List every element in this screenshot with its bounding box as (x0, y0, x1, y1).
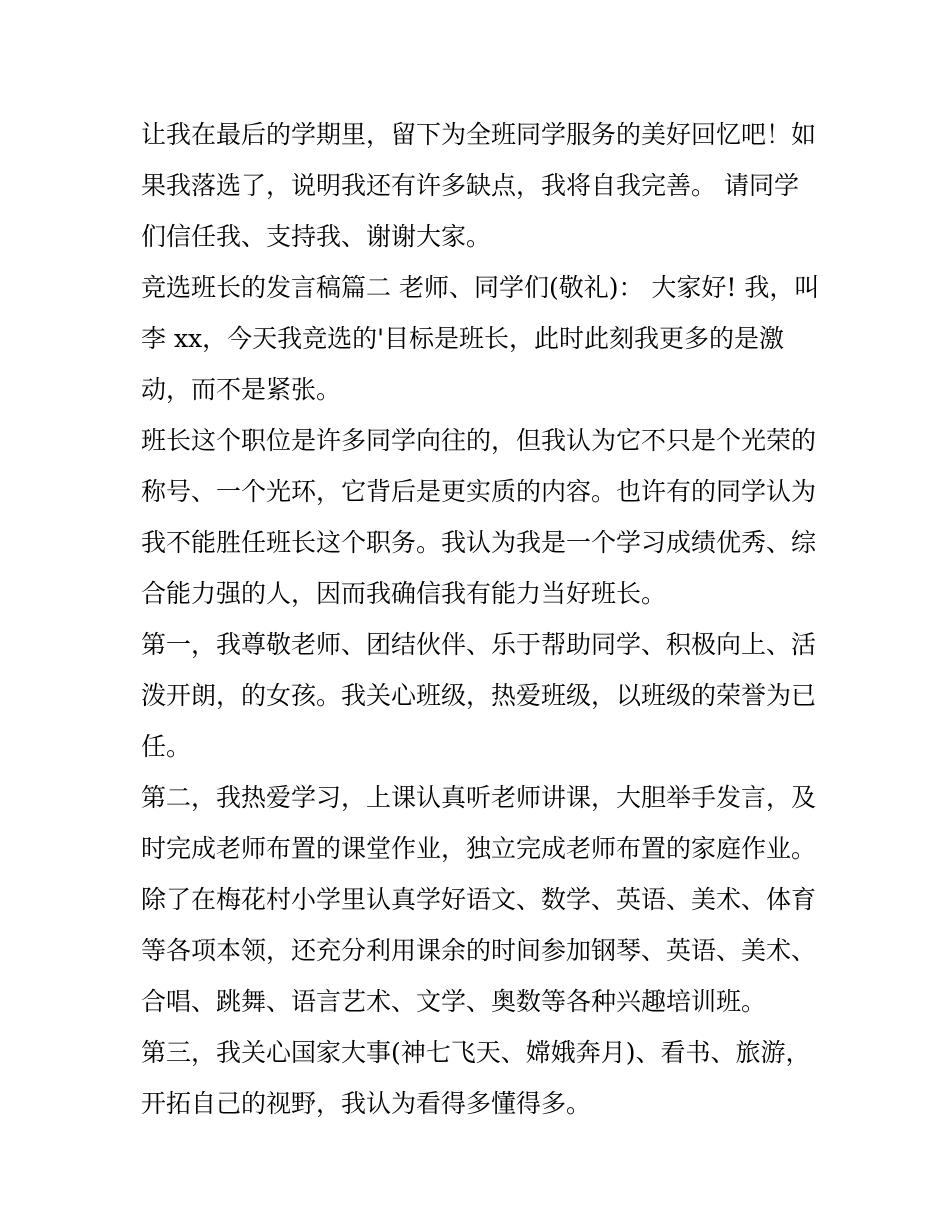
text-line: 任。 (141, 732, 192, 761)
text-line: 除了在梅花村小学里认真学好语文、数学、英语、美术、体育 (141, 885, 817, 914)
text-line: 果我落选了，说明我还有许多缺点，我将自我完善。 请同学 (141, 171, 799, 200)
text-line: 动，而不是紧张。 (141, 375, 342, 404)
text-line: 们信任我、支持我、谢谢大家。 (141, 222, 492, 251)
text-line: 第二，我热爱学习，上课认真听老师讲课，大胆举手发言，及 (141, 783, 817, 812)
text-line: 泼开朗，的女孩。我关心班级，热爱班级，以班级的荣誉为已 (141, 681, 817, 710)
text-line: 时完成老师布置的课堂作业，独立完成老师布置的家庭作业。 (141, 834, 817, 863)
text-line: 李 xx，今天我竞选的'目标是班长，此时此刻我更多的是激 (141, 324, 785, 353)
text-line: 我不能胜任班长这个职务。我认为我是一个学习成绩优秀、综 (141, 528, 817, 557)
text-line: 合唱、跳舞、语言艺术、文学、奥数等各种兴趣培训班。 (141, 987, 767, 1016)
text-line: 第一，我尊敬老师、团结伙伴、乐于帮助同学、积极向上、活 (141, 630, 817, 659)
text-line: 班长这个职位是许多同学向往的，但我认为它不只是个光荣的 (141, 426, 817, 455)
text-line: 等各项本领，还充分利用课余的时间参加钢琴、英语、美术、 (141, 936, 817, 965)
text-line: 第三，我关心国家大事(神七飞天、嫦娥奔月)、看书、旅游， (141, 1038, 811, 1067)
text-line: 让我在最后的学期里，留下为全班同学服务的美好回忆吧！如 (141, 120, 817, 149)
document-body (141, 109, 820, 1129)
text-line: 合能力强的人，因而我确信我有能力当好班长。 (141, 579, 667, 608)
text-line: 称号、一个光环，它背后是更实质的内容。也许有的同学认为 (141, 477, 817, 506)
text-line: 开拓自己的视野，我认为看得多懂得多。 (141, 1089, 592, 1118)
text-line: 竞选班长的发言稿篇二 老师、同学们(敬礼)： 大家好! 我，叫 (141, 273, 820, 302)
